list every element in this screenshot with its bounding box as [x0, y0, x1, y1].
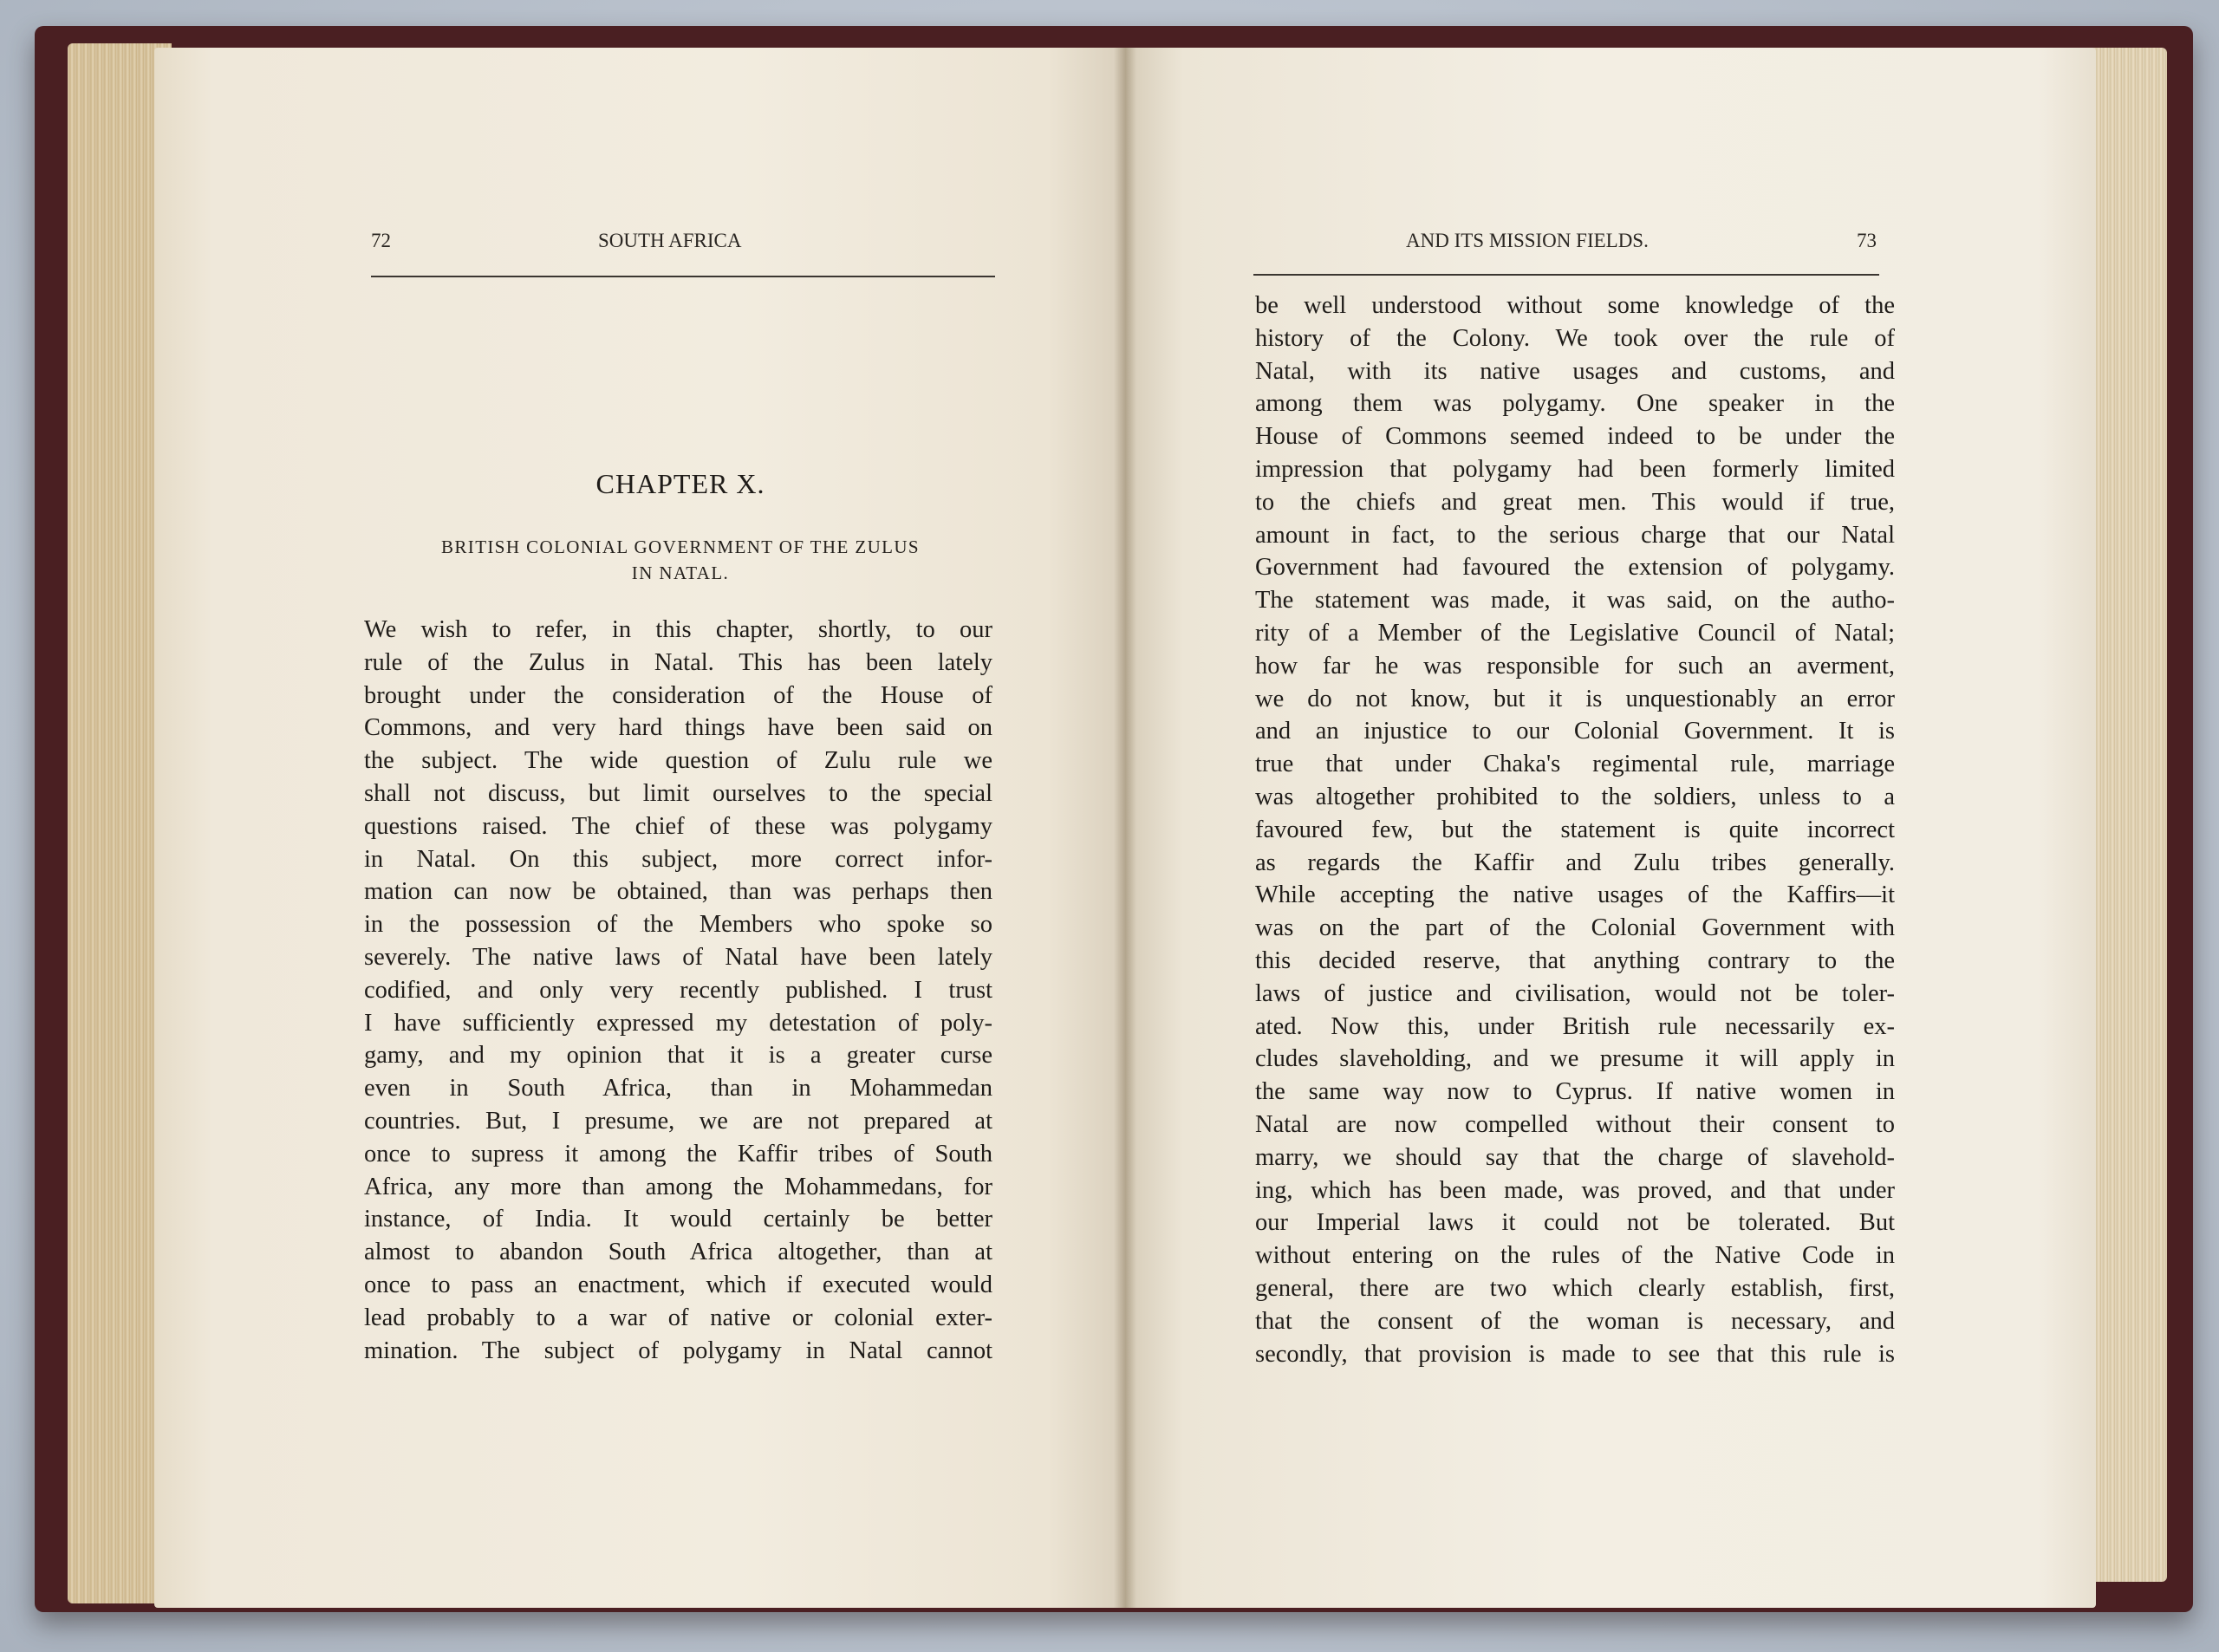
text-line: codified, and only very recently published. I trust [364, 976, 992, 1004]
text-line: was altogether prohibited to the soldiers, unless to a [1255, 783, 1895, 810]
left-running-title: SOUTH AFRICA [598, 230, 742, 251]
text-line: among them was polygamy. One speaker in the [1255, 390, 1895, 418]
text-line: without entering on the rules of the Native Code in [1255, 1242, 1895, 1270]
text-line: be well understood without some knowledge of the [1255, 292, 1895, 319]
text-line: Government had favoured the extension of polygamy. [1255, 554, 1895, 582]
text-line: I have sufficiently expressed my detestation of poly- [364, 1009, 992, 1037]
text-line: shall not discuss, but limit ourselves to the special [364, 779, 992, 807]
left-header-rule [371, 276, 995, 277]
right-header-rule [1253, 274, 1879, 276]
text-line: even in South Africa, than in Mohammedan [364, 1075, 992, 1102]
chapter-heading: CHAPTER X. [595, 468, 765, 499]
text-line: this decided reserve, that anything contrary to the [1255, 946, 1895, 974]
left-body-text [364, 614, 992, 1367]
text-line: questions raised. The chief of these was polygamy [364, 812, 992, 840]
text-line: The statement was made, it was said, on the autho- [1255, 587, 1895, 615]
text-line: as regards the Kaffir and Zulu tribes generally. [1255, 849, 1895, 876]
text-line: brought under the consideration of the House of [364, 681, 992, 709]
chapter-subtitle [368, 534, 992, 586]
text-line: cludes slaveholding, and we presume it will apply in [1255, 1045, 1895, 1073]
text-line: the subject. The wide question of Zulu rule we [364, 747, 992, 775]
text-line: in the possession of the Members who spoke so [364, 911, 992, 939]
text-line: that the consent of the woman is necessary, and [1255, 1307, 1895, 1335]
text-line: Africa, any more than among the Mohammedans, for [364, 1173, 992, 1200]
text-line: instance, of India. It would certainly be better [364, 1206, 992, 1233]
text-line: almost to abandon South Africa altogether, than at [364, 1239, 992, 1266]
text-line: mination. The subject of polygamy in Natal cannot [364, 1337, 992, 1364]
text-line: impression that polygamy had been formerly limited [1255, 455, 1895, 483]
text-line: House of Commons seemed indeed to be under the [1255, 423, 1895, 451]
text-line: once to pass an enactment, which if executed would [364, 1271, 992, 1298]
text-line: in Natal. On this subject, more correct infor- [364, 845, 992, 873]
text-line: history of the Colony. We took over the rule of [1255, 324, 1895, 352]
text-line: the same way now to Cyprus. If native women in [1255, 1078, 1895, 1106]
text-line: Commons, and very hard things have been said on [364, 714, 992, 742]
text-line: mation can now be obtained, than was perhaps then [364, 878, 992, 906]
text-line: we do not know, but it is unquestionably an error [1255, 685, 1895, 712]
text-line: ing, which has been made, was proved, and that under [1255, 1176, 1895, 1204]
text-line: ated. Now this, under British rule necessarily ex- [1255, 1012, 1895, 1040]
text-line: once to supress it among the Kaffir tribes of South [364, 1140, 992, 1167]
text-line: gamy, and my opinion that it is a greater curse [364, 1042, 992, 1070]
text-line: secondly, that provision is made to see that this rule is [1255, 1340, 1895, 1368]
right-running-title: AND ITS MISSION FIELDS. [1406, 230, 1649, 251]
text-line: rity of a Member of the Legislative Council of Natal; [1255, 619, 1895, 647]
text-line: favoured few, but the statement is quite incorrect [1255, 816, 1895, 843]
book-gutter [1114, 48, 1136, 1608]
text-line: We wish to refer, in this chapter, shortly, to our [364, 616, 992, 643]
text-line: general, there are two which clearly establish, first, [1255, 1274, 1895, 1302]
text-line: countries. But, I presume, we are not prepared at [364, 1107, 992, 1135]
text-line: and an injustice to our Colonial Government. It is [1255, 718, 1895, 745]
right-body-text [1255, 289, 1895, 1370]
text-line: how far he was responsible for such an averment, [1255, 652, 1895, 680]
text-line: marry, we should say that the charge of slavehold- [1255, 1143, 1895, 1171]
text-line: true that under Chaka's regimental rule, marriage [1255, 751, 1895, 778]
text-line: amount in fact, to the serious charge that our Natal [1255, 521, 1895, 549]
chapter-subtitle-line: BRITISH COLONIAL GOVERNMENT OF THE ZULUS [440, 537, 921, 557]
chapter-subtitle-line: IN NATAL. [631, 563, 730, 583]
text-line: lead probably to a war of native or colonial exter- [364, 1304, 992, 1331]
text-line: Natal are now compelled without their consent to [1255, 1110, 1895, 1138]
text-line: to the chiefs and great men. This would if true, [1255, 488, 1895, 516]
right-page-number: 73 [1857, 230, 1877, 251]
text-line: laws of justice and civilisation, would not be toler- [1255, 979, 1895, 1007]
text-line: was on the part of the Colonial Government with [1255, 914, 1895, 942]
left-page-number: 72 [371, 230, 391, 251]
text-line: our Imperial laws it could not be tolerated. But [1255, 1209, 1895, 1237]
text-line: While accepting the native usages of the Kaffirs—it [1255, 881, 1895, 909]
text-line: rule of the Zulus in Natal. This has been lately [364, 648, 992, 676]
text-line: Natal, with its native usages and customs, and [1255, 357, 1895, 385]
text-line: severely. The native laws of Natal have been lately [364, 943, 992, 971]
